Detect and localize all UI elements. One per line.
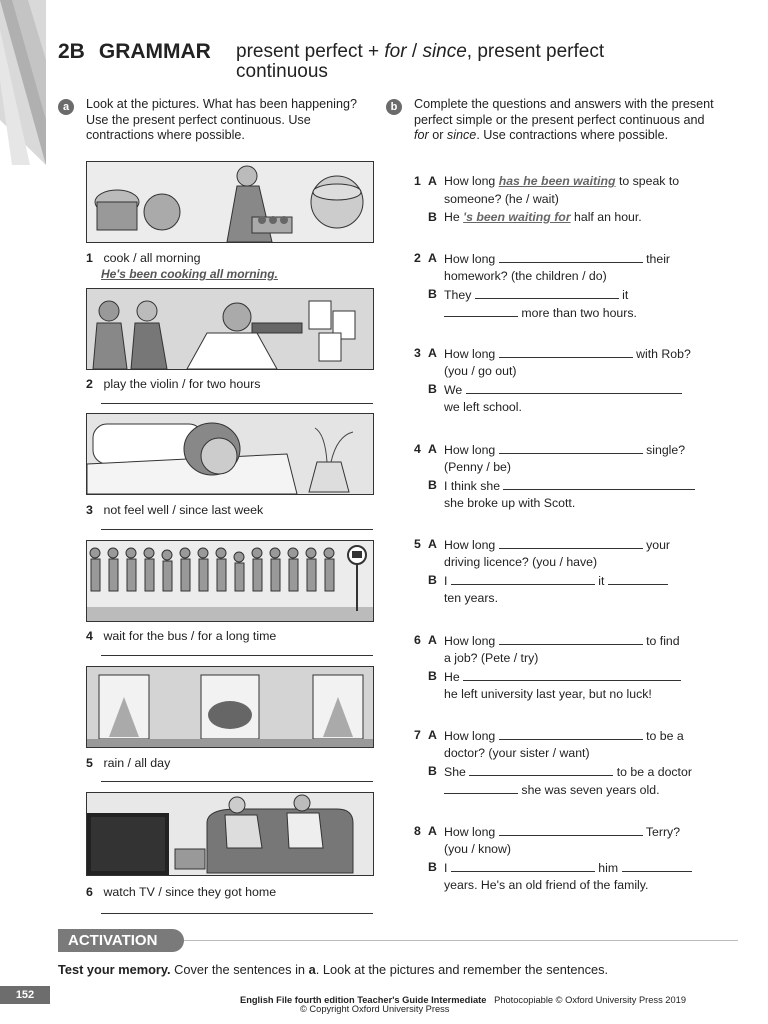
item-number: 4 <box>86 629 93 643</box>
item-number: 3 <box>86 503 93 517</box>
question-number: 8 <box>414 824 421 838</box>
item-prompt: play the violin / for two hours <box>103 377 261 391</box>
page-title <box>58 40 605 82</box>
question-number: 6 <box>414 633 421 647</box>
item-number: 5 <box>86 756 93 770</box>
q-text: a job? (Pete / try) <box>444 651 539 665</box>
q-text: years. He's an old friend of the family. <box>444 878 649 892</box>
q-text: with Rob? <box>632 347 691 361</box>
unit-code: 2B <box>58 40 85 63</box>
answer-blank[interactable] <box>499 251 643 263</box>
answer-blank[interactable] <box>451 573 595 585</box>
answer-blank[interactable] <box>499 537 643 549</box>
subtitle-part: , present perfect <box>466 41 605 62</box>
q-text: to find <box>642 634 680 648</box>
question-number: 4 <box>414 442 421 456</box>
q-text: She <box>444 765 470 779</box>
instructions-since: since <box>446 128 477 142</box>
q-text: He <box>444 670 464 684</box>
speaker-b: B <box>428 478 437 492</box>
speaker-b: B <box>428 210 437 224</box>
answer-blank[interactable] <box>444 305 518 317</box>
q-text: to be a doctor <box>613 765 692 779</box>
answer-blank[interactable] <box>608 573 668 585</box>
answer-blank[interactable] <box>451 860 595 872</box>
q-text: How long <box>444 174 499 188</box>
speaker-a: A <box>428 346 437 360</box>
q-text: (you / know) <box>444 842 511 856</box>
instructions-text: . Use contractions where possible. <box>476 128 669 142</box>
speaker-b: B <box>428 764 437 778</box>
question-number: 7 <box>414 728 421 742</box>
item-number: 1 <box>86 251 93 265</box>
question-number: 2 <box>414 251 421 265</box>
speaker-b: B <box>428 382 437 396</box>
activation-label: ACTIVATION <box>58 929 184 952</box>
answer-blank[interactable] <box>503 478 695 490</box>
footer-book: English File fourth edition Teacher's Guide Intermediate <box>240 995 487 1005</box>
question-number: 1 <box>414 174 421 188</box>
footer-copyright: © Copyright Oxford University Press <box>300 1004 450 1014</box>
item-3-label <box>86 503 263 517</box>
q-text: someone? (he / wait) <box>444 192 559 206</box>
activation-text-a: a <box>308 962 316 977</box>
q-text: How long <box>444 443 499 457</box>
item-prompt: wait for the bus / for a long time <box>103 629 277 643</box>
q-text: driving licence? (you / have) <box>444 555 598 569</box>
speaker-a: A <box>428 537 437 551</box>
speaker-a: A <box>428 728 437 742</box>
q-text: (you / go out) <box>444 364 517 378</box>
q-text: doctor? (your sister / want) <box>444 746 590 760</box>
item-prompt: cook / all morning <box>103 251 201 265</box>
section-b-instructions <box>414 97 714 144</box>
speaker-a: A <box>428 633 437 647</box>
q-text: to be a <box>642 729 684 743</box>
subtitle-for: for <box>384 41 407 62</box>
q-text: him <box>594 861 622 875</box>
q-text: I think she <box>444 479 504 493</box>
speaker-b: B <box>428 573 437 587</box>
picture-cooking <box>86 161 374 243</box>
picture-watching-tv <box>86 792 374 876</box>
q-text: single? <box>642 443 686 457</box>
activation-text: Cover the sentences in <box>170 962 309 977</box>
answer-blank[interactable] <box>444 782 518 794</box>
page-number: 152 <box>0 986 50 1004</box>
subtitle-since: since <box>422 41 467 62</box>
activation-instructions <box>58 962 608 977</box>
instructions-text: or <box>428 128 447 142</box>
q-text: we left school. <box>444 400 522 414</box>
section-a-badge: a <box>58 99 74 115</box>
item-number: 2 <box>86 377 93 391</box>
question-number: 3 <box>414 346 421 360</box>
item-prompt: rain / all day <box>103 756 171 770</box>
answer-blank[interactable] <box>499 824 643 836</box>
item-3-answer-line[interactable] <box>101 529 373 530</box>
item-2-label <box>86 377 260 391</box>
q-text: half an hour. <box>570 210 642 224</box>
subtitle-part: present perfect + <box>236 41 385 62</box>
q-text: she broke up with Scott. <box>444 496 576 510</box>
item-1-label <box>86 251 201 265</box>
q-text: How long <box>444 825 499 839</box>
speaker-b: B <box>428 287 437 301</box>
q-text: (Penny / be) <box>444 460 511 474</box>
grammar-label: GRAMMAR <box>98 40 211 63</box>
q-text: to speak to <box>615 174 680 188</box>
item-6-label <box>86 885 276 899</box>
q-text: How long <box>444 538 499 552</box>
subtitle-slash: / <box>406 41 423 62</box>
speaker-a: A <box>428 442 437 456</box>
answer-blank[interactable] <box>469 764 613 776</box>
example-answer: has he been waiting <box>498 174 616 188</box>
title-subtitle <box>236 42 676 82</box>
q-text: Terry? <box>642 825 681 839</box>
section-a-instructions: Look at the pictures. What has been happening? Use the present perfect continuous. Use contractions where possible. <box>86 97 357 142</box>
item-number: 6 <box>86 885 93 899</box>
item-2-answer-line[interactable] <box>101 403 373 404</box>
corner-decoration <box>0 0 46 165</box>
item-4-label <box>86 629 276 643</box>
answer-blank[interactable] <box>499 346 633 358</box>
q-text: it <box>594 574 608 588</box>
picture-rain-window <box>86 666 374 748</box>
q-text: How long <box>444 634 499 648</box>
instructions-for: for <box>414 128 429 142</box>
q-text: it <box>618 288 629 302</box>
answer-blank[interactable] <box>463 669 681 681</box>
footer-photocopiable: Photocopiable © Oxford University Press 2019 <box>494 995 686 1005</box>
answer-blank[interactable] <box>499 728 643 740</box>
subtitle-line2: continuous <box>236 61 328 82</box>
picture-violin <box>86 288 374 370</box>
example-answer: 's been waiting for <box>463 210 571 224</box>
answer-blank[interactable] <box>499 442 643 454</box>
activation-text: . Look at the pictures and remember the sentences. <box>315 962 609 977</box>
q-text: He <box>444 210 464 224</box>
q-text: she was seven years old. <box>518 783 660 797</box>
speaker-b: B <box>428 669 437 683</box>
q-text: I <box>444 574 451 588</box>
q-text: ten years. <box>444 591 498 605</box>
activation-bold: Test your memory. <box>58 962 171 977</box>
speaker-a: A <box>428 824 437 838</box>
item-5-answer-line[interactable] <box>101 781 373 782</box>
section-b-badge: b <box>386 99 402 115</box>
picture-bus-queue <box>86 540 374 622</box>
q-text: How long <box>444 252 499 266</box>
speaker-a: A <box>428 174 437 188</box>
q-text: I <box>444 861 451 875</box>
item-1-answer: He's been cooking all morning. <box>101 267 278 281</box>
item-5-label <box>86 756 170 770</box>
instructions-text: Complete the questions and answers with the present perfect simple or the present perfect continuous and <box>414 97 714 127</box>
answer-blank[interactable] <box>475 287 619 299</box>
q-text: We <box>444 383 466 397</box>
q-text: They <box>444 288 475 302</box>
q-text: How long <box>444 347 499 361</box>
answer-blank[interactable] <box>622 860 692 872</box>
q-text: How long <box>444 729 499 743</box>
speaker-a: A <box>428 251 437 265</box>
item-4-answer-line[interactable] <box>101 655 373 656</box>
picture-sick-in-bed <box>86 413 374 495</box>
q-text: their <box>642 252 671 266</box>
item-prompt: watch TV / since they got home <box>103 885 277 899</box>
item-prompt: not feel well / since last week <box>103 503 264 517</box>
q-text: homework? (the children / do) <box>444 269 607 283</box>
q-text: he left university last year, but no luck! <box>444 687 652 701</box>
answer-blank[interactable] <box>499 633 643 645</box>
q-text: more than two hours. <box>518 306 637 320</box>
question-number: 5 <box>414 537 421 551</box>
q-text: your <box>642 538 671 552</box>
item-6-answer-line[interactable] <box>101 913 373 914</box>
speaker-b: B <box>428 860 437 874</box>
answer-blank[interactable] <box>466 382 682 394</box>
